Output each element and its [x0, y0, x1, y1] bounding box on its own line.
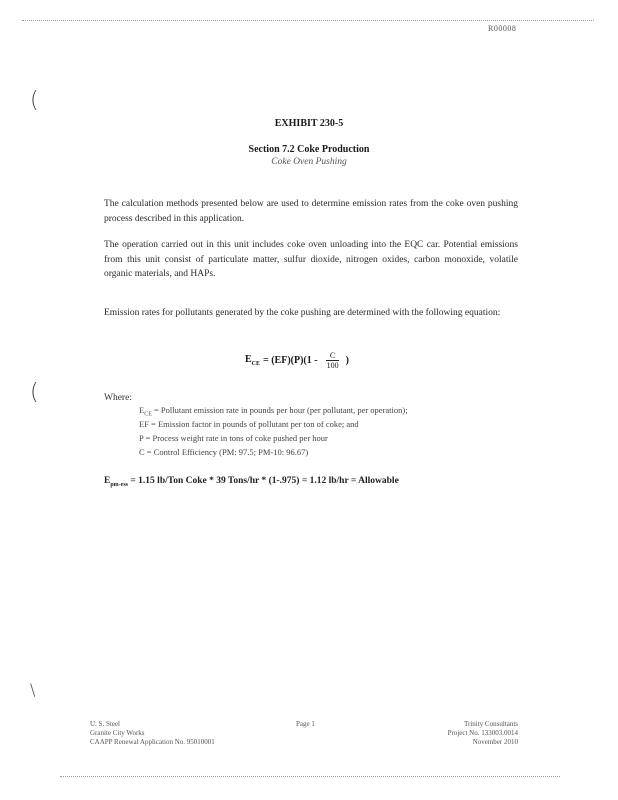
fraction-numerator: C — [326, 351, 339, 361]
footer-date: November 2010 — [472, 738, 518, 746]
where-label: Where: — [104, 393, 132, 403]
equation-intro-paragraph: Emission rates for pollutants generated by the coke pushing are determined with the following equation: — [104, 308, 501, 318]
document-number: R00008 — [488, 24, 517, 33]
footer-company: U. S. Steel — [90, 720, 120, 728]
definition-p: P = Process weight rate in tons of coke pushed per hour — [139, 433, 328, 443]
operation-paragraph: The operation carried out in this unit includes coke oven unloading into the EQC car. Potential emissions from this unit consist of particulate matter, sulfur dioxide, nitrogen oxides, carbon monoxide, volatile organic materials, and HAPs. — [104, 240, 518, 279]
definition-ef: EF = Emission factor in pounds of pollutant per ton of coke; and — [139, 419, 359, 429]
top-border — [22, 20, 594, 21]
footer-consultant: Trinity Consultants — [463, 720, 518, 728]
footer-project-number: Project No. 133003.0014 — [447, 729, 518, 737]
fraction-denominator: 100 — [326, 361, 339, 370]
footer-page-number: Page 1 — [296, 720, 315, 728]
equation-fraction — [323, 351, 343, 370]
equation-lhs: $E_{CE}$ — [245, 354, 261, 367]
binder-hole-top: ( — [30, 88, 39, 113]
footer-left — [90, 720, 215, 747]
bottom-border — [60, 776, 560, 777]
equation-rhs: = (EF)(P)(1 - — [263, 355, 318, 366]
footer-application: CAAPP Renewal Application No. 95010001 — [90, 738, 215, 746]
footer-right — [438, 720, 518, 747]
emission-calculation: $E_{pm-ess} = 1.15$ lb/Ton Coke * 39 Tons/hr * (1-.975) = 1.12 lb/hr = Allowable — [104, 476, 399, 488]
equation-close: ) — [345, 355, 349, 366]
binder-hole-middle: ( — [30, 380, 39, 405]
definition-c: C = Control Efficiency (PM: 97.5; PM-10: 96.67) — [139, 447, 309, 457]
section-subtitle: Coke Oven Pushing — [271, 157, 347, 167]
definition-ece: $E_{CE}$ = Pollutant emission rate in pounds per hour (per pollutant, per operation); — [139, 405, 408, 418]
intro-paragraph: The calculation methods presented below are used to determine emission rates from the coke oven pushing process described in this application. — [104, 199, 518, 224]
section-title: Section 7.2 Coke Production — [248, 144, 370, 155]
footer-facility: Granite City Works — [90, 729, 145, 737]
emission-equation — [245, 351, 349, 370]
exhibit-title: EXHIBIT 230-5 — [274, 118, 344, 129]
binder-hole-bottom: \ — [30, 680, 36, 699]
